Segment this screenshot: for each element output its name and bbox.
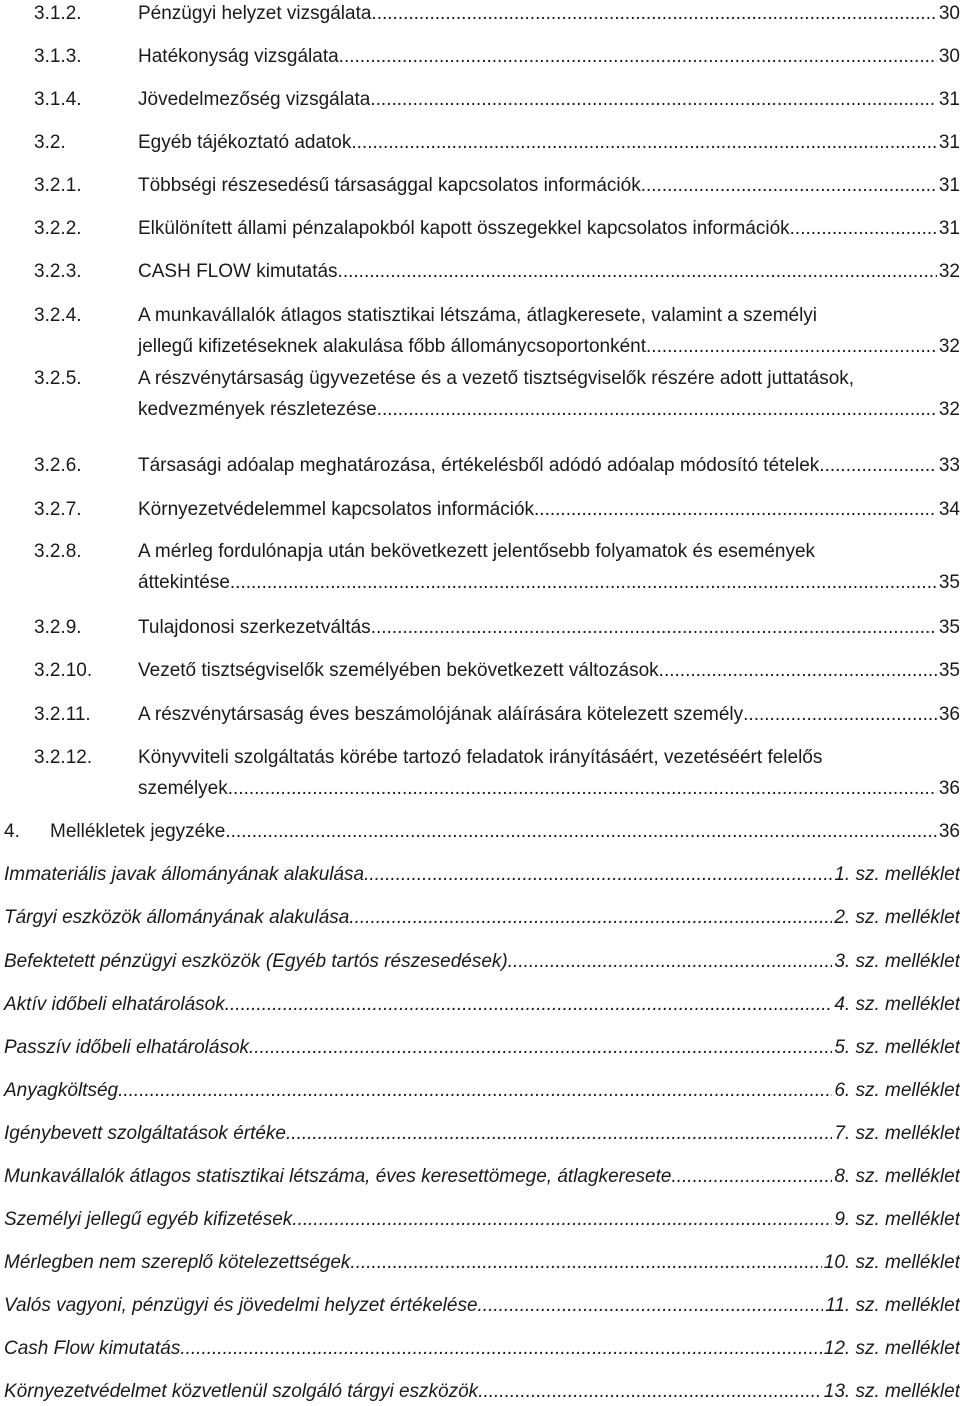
appendix-entry-page: 12. sz. melléklet (823, 1338, 960, 1359)
dot-leader (228, 778, 937, 800)
dot-leader (292, 1209, 832, 1231)
toc-entry-title: A részvénytársaság ügyvezetése és a vezető tisztségviselők részére adott juttatások, (138, 368, 855, 389)
toc-entry-number: 3.2.8. (34, 541, 82, 562)
dot-leader (478, 1295, 824, 1317)
appendix-entry[interactable] (4, 1209, 960, 1231)
toc-entry-number: 3.2.2. (34, 218, 82, 239)
dot-leader (370, 89, 937, 111)
dot-leader (743, 704, 937, 726)
toc-entry-page: 33 (938, 455, 960, 476)
toc-entry-title: áttekintése (138, 572, 230, 593)
appendix-entry-page: 13. sz. melléklet (823, 1381, 960, 1402)
toc-entry-page: 35 (938, 660, 960, 681)
appendix-entry-title: Mérlegben nem szereplő kötelezettségek (4, 1252, 351, 1273)
appendix-entry-title: Környezetvédelmet közvetlenül szolgáló tárgyi eszközök (4, 1381, 479, 1402)
toc-entry-number: 3.2.5. (34, 368, 82, 389)
toc-entry-page: 31 (938, 89, 960, 110)
appendix-entry[interactable] (4, 1252, 960, 1274)
dot-leader (339, 46, 937, 68)
appendix-entry[interactable] (4, 994, 960, 1016)
toc-entry-title: Tulajdonosi szerkezetváltás (138, 617, 371, 638)
toc-entry-title: kedvezmények részletezése (138, 399, 377, 420)
appendix-entry-title: Személyi jellegű egyéb kifizetések (4, 1209, 293, 1230)
dot-leader (790, 218, 937, 240)
toc-entry-page: 32 (938, 261, 960, 282)
appendix-entry[interactable] (4, 864, 960, 886)
appendix-entry[interactable] (4, 1123, 960, 1145)
appendix-entry-page: 4. sz. melléklet (834, 994, 960, 1015)
dot-leader (351, 132, 936, 154)
appendix-entry[interactable] (4, 907, 960, 929)
appendix-entry-title: Aktív időbeli elhatárolások (4, 994, 225, 1015)
dot-leader (508, 951, 833, 973)
appendix-entry-page: 5. sz. melléklet (834, 1037, 960, 1058)
dot-leader (819, 455, 937, 477)
dot-leader (286, 1123, 832, 1145)
appendix-entry-page: 1. sz. melléklet (834, 864, 960, 885)
toc-entry-page: 30 (938, 46, 960, 67)
dot-leader (225, 994, 833, 1016)
toc-entry-title: A munkavállalók átlagos statisztikai létszáma, átlagkeresete, valamint a személyi (138, 305, 818, 326)
appendix-entry-page: 3. sz. melléklet (834, 951, 960, 972)
toc-entry-title: A mérleg fordulónapja után bekövetkezett jelentősebb folyamatok és események (138, 541, 816, 562)
toc-entry-title: Könyvviteli szolgáltatás körébe tartozó feladatok irányításáért, vezetéséért felelős (138, 747, 823, 768)
appendix-entry[interactable] (4, 1037, 960, 1059)
toc-entry-page: 30 (938, 3, 960, 24)
toc-entry-number: 3.1.4. (34, 89, 82, 110)
toc-entry-title: Társasági adóalap meghatározása, értékelésből adódó adóalap módosító tételek (138, 455, 820, 476)
dot-leader (338, 261, 937, 283)
toc-entry-title: Egyéb tájékoztató adatok (138, 132, 352, 153)
appendix-entry-title: Tárgyi eszközök állományának alakulása (4, 907, 350, 928)
appendix-entry-title: Anyagköltség (4, 1080, 119, 1101)
appendix-entry-title: Munkavállalók átlagos statisztikai létszáma, éves keresettömege, átlagkeresete (4, 1166, 672, 1187)
toc-entry-title: Mellékletek jegyzéke (50, 821, 226, 842)
appendix-entry-title: Cash Flow kimutatás (4, 1338, 181, 1359)
dot-leader (350, 1252, 821, 1274)
appendix-entry-page: 6. sz. melléklet (834, 1080, 960, 1101)
toc-entry-title: Jövedelmezőség vizsgálata (138, 89, 371, 110)
dot-leader (371, 617, 937, 639)
toc-entry-title: Többségi részesedésű társasággal kapcsolatos információk (138, 175, 641, 196)
toc-entry-number: 3.2.7. (34, 499, 82, 520)
dot-leader (230, 572, 937, 594)
toc-entry-number: 3.2.12. (34, 747, 93, 768)
toc-entry-title: Vezető tisztségviselők személyében bekövetkezett változások (138, 660, 659, 681)
toc-entry-title: Hatékonyság vizsgálata (138, 46, 339, 67)
appendix-entry-page: 2. sz. melléklet (834, 907, 960, 928)
toc-entry-title: Elkülönített állami pénzalapokból kapott összegekkel kapcsolatos információk (138, 218, 790, 239)
dot-leader (641, 175, 937, 197)
appendix-entry-page: 7. sz. melléklet (834, 1123, 960, 1144)
dot-leader (534, 499, 937, 521)
toc-entry-number: 3.1.2. (34, 3, 82, 24)
toc-entry-number: 3.2. (34, 132, 66, 153)
toc-entry-page: 35 (938, 617, 960, 638)
toc-entry-title: személyek (138, 778, 228, 799)
toc-entry-page: 36 (938, 821, 960, 842)
toc-entry-page: 31 (938, 175, 960, 196)
toc-entry-page: 31 (938, 132, 960, 153)
toc-entry-number: 4. (4, 821, 20, 842)
dot-leader (364, 864, 832, 886)
dot-leader (659, 660, 937, 682)
appendix-entry[interactable] (4, 951, 960, 973)
toc-entry-number: 3.2.3. (34, 261, 82, 282)
appendix-entry[interactable] (4, 1080, 960, 1102)
appendix-entry-title: Igénybevett szolgáltatások értéke (4, 1123, 287, 1144)
toc-entry-number: 3.2.10. (34, 660, 93, 681)
dot-leader (349, 907, 832, 929)
toc-entry-title: Pénzügyi helyzet vizsgálata (138, 3, 372, 24)
appendix-entry-page: 8. sz. melléklet (834, 1166, 960, 1187)
toc-entry-title: CASH FLOW kimutatás (138, 261, 338, 282)
dot-leader (371, 3, 936, 25)
toc-entry-number: 3.2.6. (34, 455, 82, 476)
dot-leader (646, 336, 937, 358)
toc-entry-number: 3.2.1. (34, 175, 82, 196)
appendix-entry-page: 10. sz. melléklet (823, 1252, 960, 1273)
toc-entry-page: 32 (938, 399, 960, 420)
toc-entry-number: 3.1.3. (34, 46, 82, 67)
appendix-entry-page: 11. sz. melléklet (825, 1295, 960, 1316)
toc-entry-page: 36 (938, 778, 960, 799)
dot-leader (118, 1080, 832, 1102)
appendix-entry[interactable] (4, 1338, 960, 1360)
appendix-entry-page: 9. sz. melléklet (834, 1209, 960, 1230)
dot-leader (377, 399, 937, 421)
appendix-entry-title: Valós vagyoni, pénzügyi és jövedelmi helyzet értékelése (4, 1295, 478, 1316)
toc-entry-page: 34 (938, 499, 960, 520)
dot-leader (671, 1166, 832, 1188)
appendix-entry-title: Befektetett pénzügyi eszközök (Egyéb tartós részesedések) (4, 951, 508, 972)
toc-entry-title: jellegű kifizetéseknek alakulása főbb állománycsoportonként (138, 336, 647, 357)
toc-entry-number: 3.2.9. (34, 617, 82, 638)
toc-entry-number: 3.2.11. (34, 704, 91, 725)
toc-entry-number: 3.2.4. (34, 305, 82, 326)
toc-entry-page: 31 (938, 218, 960, 239)
dot-leader (249, 1037, 832, 1059)
dot-leader (180, 1338, 821, 1360)
toc-entry-page: 32 (938, 336, 960, 357)
appendix-entry[interactable] (4, 1381, 960, 1403)
appendix-entry[interactable] (4, 1166, 960, 1188)
toc-entry-title: Környezetvédelemmel kapcsolatos információk (138, 499, 535, 520)
appendix-entry-title: Passzív időbeli elhatárolások (4, 1037, 250, 1058)
appendix-entry-title: Immateriális javak állományának alakulása (4, 864, 365, 885)
toc-entry-page: 35 (938, 572, 960, 593)
dot-leader (225, 821, 937, 843)
appendix-entry[interactable] (4, 1295, 960, 1317)
toc-entry-title: A részvénytársaság éves beszámolójának aláírására kötelezett személy (138, 704, 744, 725)
dot-leader (478, 1381, 822, 1403)
toc-entry-page: 36 (938, 704, 960, 725)
